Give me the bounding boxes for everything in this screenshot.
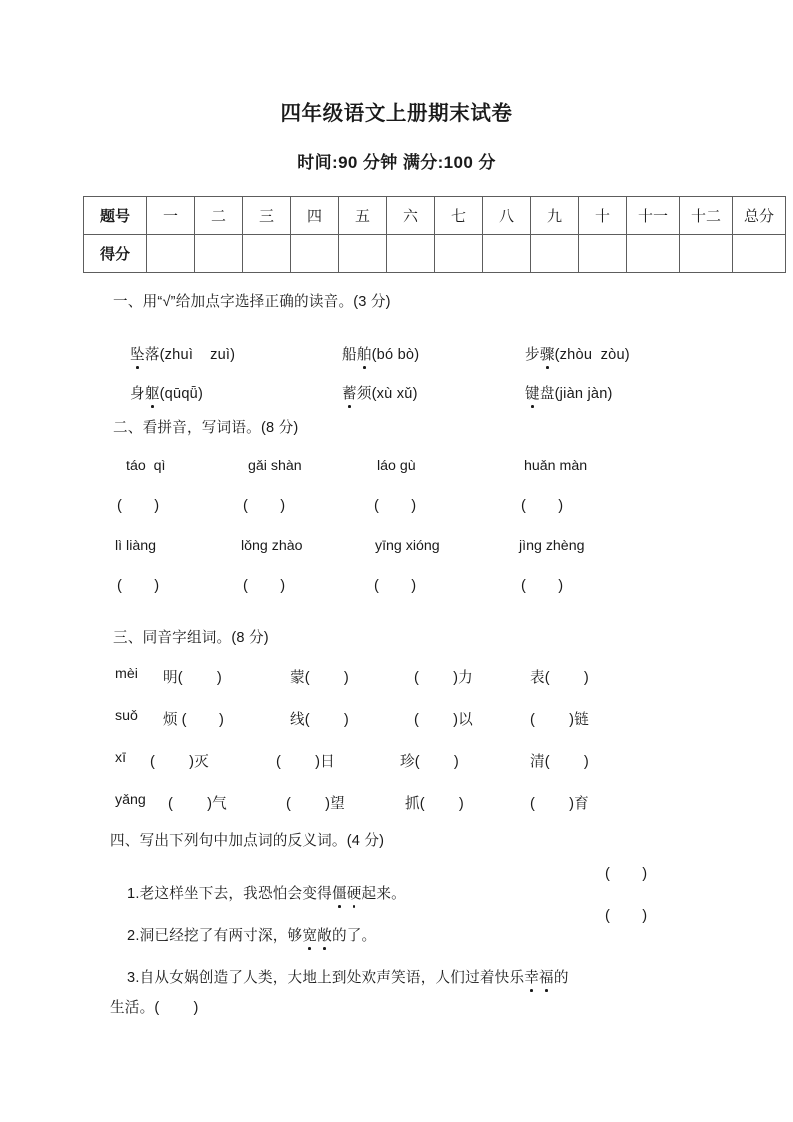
s3-row-4-pinyin: yǎng [115,792,146,808]
s3-row-1-cell-4[interactable]: 表( ) [530,670,589,686]
section-4-heading: 四、写出下列句中加点词的反义词。(4 分) [110,833,385,849]
table-header-q9: 九 [531,197,579,235]
s1-item-6-dotted-char: 键 [525,382,540,403]
s3-row-1-cell-2[interactable]: 蒙( ) [290,670,349,686]
score-cell-q2[interactable] [195,235,243,273]
s3-row-4-cell-4[interactable]: ( )育 [530,796,589,812]
s2-pinyin-5: lì liàng [115,538,157,554]
s4-item-2-text-after: 的了。 [331,928,377,944]
s1-item-6-pinyin[interactable]: (jiàn jàn) [554,386,613,402]
s2-pinyin-7: yīng xióng [375,538,440,554]
s4-item-2-text-before: 洞已经挖了有两寸深，够 [139,928,303,944]
s4-item-1-dotted-word-char1: 僵 [332,882,347,903]
s2-answer-blank-4[interactable]: ( ) [521,498,564,514]
s4-item-3-dotted-word-char1: 幸 [524,966,539,987]
s1-item-4-pinyin[interactable]: (qūqǖ) [159,386,204,402]
s2-answer-blank-3[interactable]: ( ) [374,498,417,514]
table-header-q3: 三 [243,197,291,235]
s1-item-5 [325,366,418,419]
table-header-total: 总分 [733,197,786,235]
score-cell-q8[interactable] [483,235,531,273]
table-header-q7: 七 [435,197,483,235]
s3-row-1-pinyin: mèi [115,666,138,682]
s2-pinyin-3: láo gù [377,458,416,474]
s2-answer-blank-6[interactable]: ( ) [243,578,286,594]
s4-item-3-dotted-word-char2: 福 [539,966,554,987]
s1-item-3-pinyin[interactable]: (zhòu zòu) [554,347,630,363]
table-row-question-numbers [84,197,786,235]
s4-item-3-number: 3. [127,970,140,986]
table-header-q5: 五 [339,197,387,235]
s3-row-2-cell-2[interactable]: 线( ) [290,712,349,728]
score-cell-q9[interactable] [531,235,579,273]
s1-item-4 [113,366,203,419]
s1-item-6 [508,366,613,419]
s1-item-4-dotted-char: 躯 [145,382,160,403]
s4-item-3-text-after: 的 [553,970,569,986]
score-cell-q7[interactable] [435,235,483,273]
s1-item-1-pinyin[interactable]: (zhuì zuì) [159,347,236,363]
table-header-q4: 四 [291,197,339,235]
score-cell-q3[interactable] [243,235,291,273]
s1-item-5-char-b: 须 [356,386,372,402]
s1-item-1-dotted-char: 坠 [130,343,145,364]
s2-answer-blank-1[interactable]: ( ) [117,498,160,514]
s2-pinyin-1: táo qì [126,458,166,474]
score-cell-q11[interactable] [627,235,680,273]
table-header-q8: 八 [483,197,531,235]
s3-row-2-cell-1[interactable]: 烦 ( ) [163,712,224,728]
s3-row-3-cell-4[interactable]: 清( ) [530,754,589,770]
s3-row-2-cell-3[interactable]: ( )以 [414,712,473,728]
s3-row-4-cell-3[interactable]: 抓( ) [405,796,464,812]
score-cell-total[interactable] [733,235,786,273]
table-row-scores [84,235,786,273]
s4-item-3-text-before: 自从女娲创造了人类，大地上到处欢声笑语，人们过着快乐 [139,970,525,986]
s1-item-2-char-a: 船 [342,347,357,363]
s1-item-5-pinyin[interactable]: (xù xǔ) [371,386,418,402]
score-cell-q12[interactable] [680,235,733,273]
s4-answer-blank-2[interactable]: ( ) [605,908,648,924]
section-3-heading: 三、同音字组词。(8 分) [113,630,269,646]
s4-answer-blank-1[interactable]: ( ) [605,866,648,882]
exam-meta-line: 时间:90 分钟 满分:100 分 [297,153,496,172]
table-header-q2: 二 [195,197,243,235]
s3-row-3-cell-2[interactable]: ( )日 [276,754,335,770]
s3-row-4-cell-1[interactable]: ( )气 [168,796,227,812]
s1-item-5-dotted-char: 蓄 [342,382,357,403]
table-header-q6: 六 [387,197,435,235]
s1-item-6-char-b: 盘 [539,386,555,402]
row-label-score: 得分 [84,235,147,273]
s4-item-1-dotted-word-char2: 硬 [347,882,362,903]
s2-pinyin-4: huǎn màn [524,458,588,474]
s4-item-2-dotted-word-char1: 宽 [302,924,317,945]
table-header-q11: 十一 [627,197,680,235]
section-1-heading: 一、用“√”给加点字选择正确的读音。(3 分) [113,294,391,310]
page-title: 四年级语文上册期末试卷 [280,102,513,125]
score-cell-q6[interactable] [387,235,435,273]
s3-row-3-pinyin: xī [115,750,127,766]
table-header-q12: 十二 [680,197,733,235]
score-cell-q5[interactable] [339,235,387,273]
s3-row-3-cell-1[interactable]: ( )灭 [150,754,209,770]
score-cell-q10[interactable] [579,235,627,273]
s4-item-1-text-before: 老这样坐下去，我恐怕会变得 [139,886,332,902]
s4-item-1-text-after: 起来。 [361,886,406,902]
s1-item-2-dotted-char: 舶 [357,343,372,364]
s3-row-3-cell-3[interactable]: 珍( ) [400,754,459,770]
s2-pinyin-8: jìng zhèng [519,538,585,554]
score-cell-q1[interactable] [147,235,195,273]
s3-row-2-pinyin: suǒ [115,708,138,724]
s3-row-1-cell-3[interactable]: ( )力 [414,670,473,686]
s1-item-1-char-b: 落 [144,347,160,363]
s2-answer-blank-5[interactable]: ( ) [117,578,160,594]
s2-answer-blank-2[interactable]: ( ) [243,498,286,514]
s3-row-2-cell-4[interactable]: ( )链 [530,712,589,728]
row-label-question-no: 题号 [84,197,147,235]
section-2-heading: 二、看拼音，写词语。(8 分) [113,420,299,436]
score-table [83,196,786,273]
s2-answer-blank-8[interactable]: ( ) [521,578,564,594]
s1-item-4-char-a: 身 [130,386,145,402]
table-header-q10: 十 [579,197,627,235]
s3-row-1-cell-1[interactable]: 明( ) [163,670,222,686]
s1-item-3-char-a: 步 [525,347,540,363]
s4-item-2-dotted-word-char2: 敞 [317,924,332,945]
s2-pinyin-2: gǎi shàn [248,458,302,474]
score-cell-q4[interactable] [291,235,339,273]
s1-item-2-pinyin[interactable]: (bó bò) [371,347,420,363]
s4-item-2-number: 2. [127,928,140,944]
s4-item-3-continuation[interactable]: 生活。( ) [110,1000,199,1016]
s1-item-3-dotted-char: 骤 [540,343,555,364]
s3-row-4-cell-2[interactable]: ( )望 [286,796,345,812]
s4-item-1-number: 1. [127,886,140,902]
table-header-q1: 一 [147,197,195,235]
s2-pinyin-6: lǒng zhào [241,538,303,554]
s2-answer-blank-7[interactable]: ( ) [374,578,417,594]
